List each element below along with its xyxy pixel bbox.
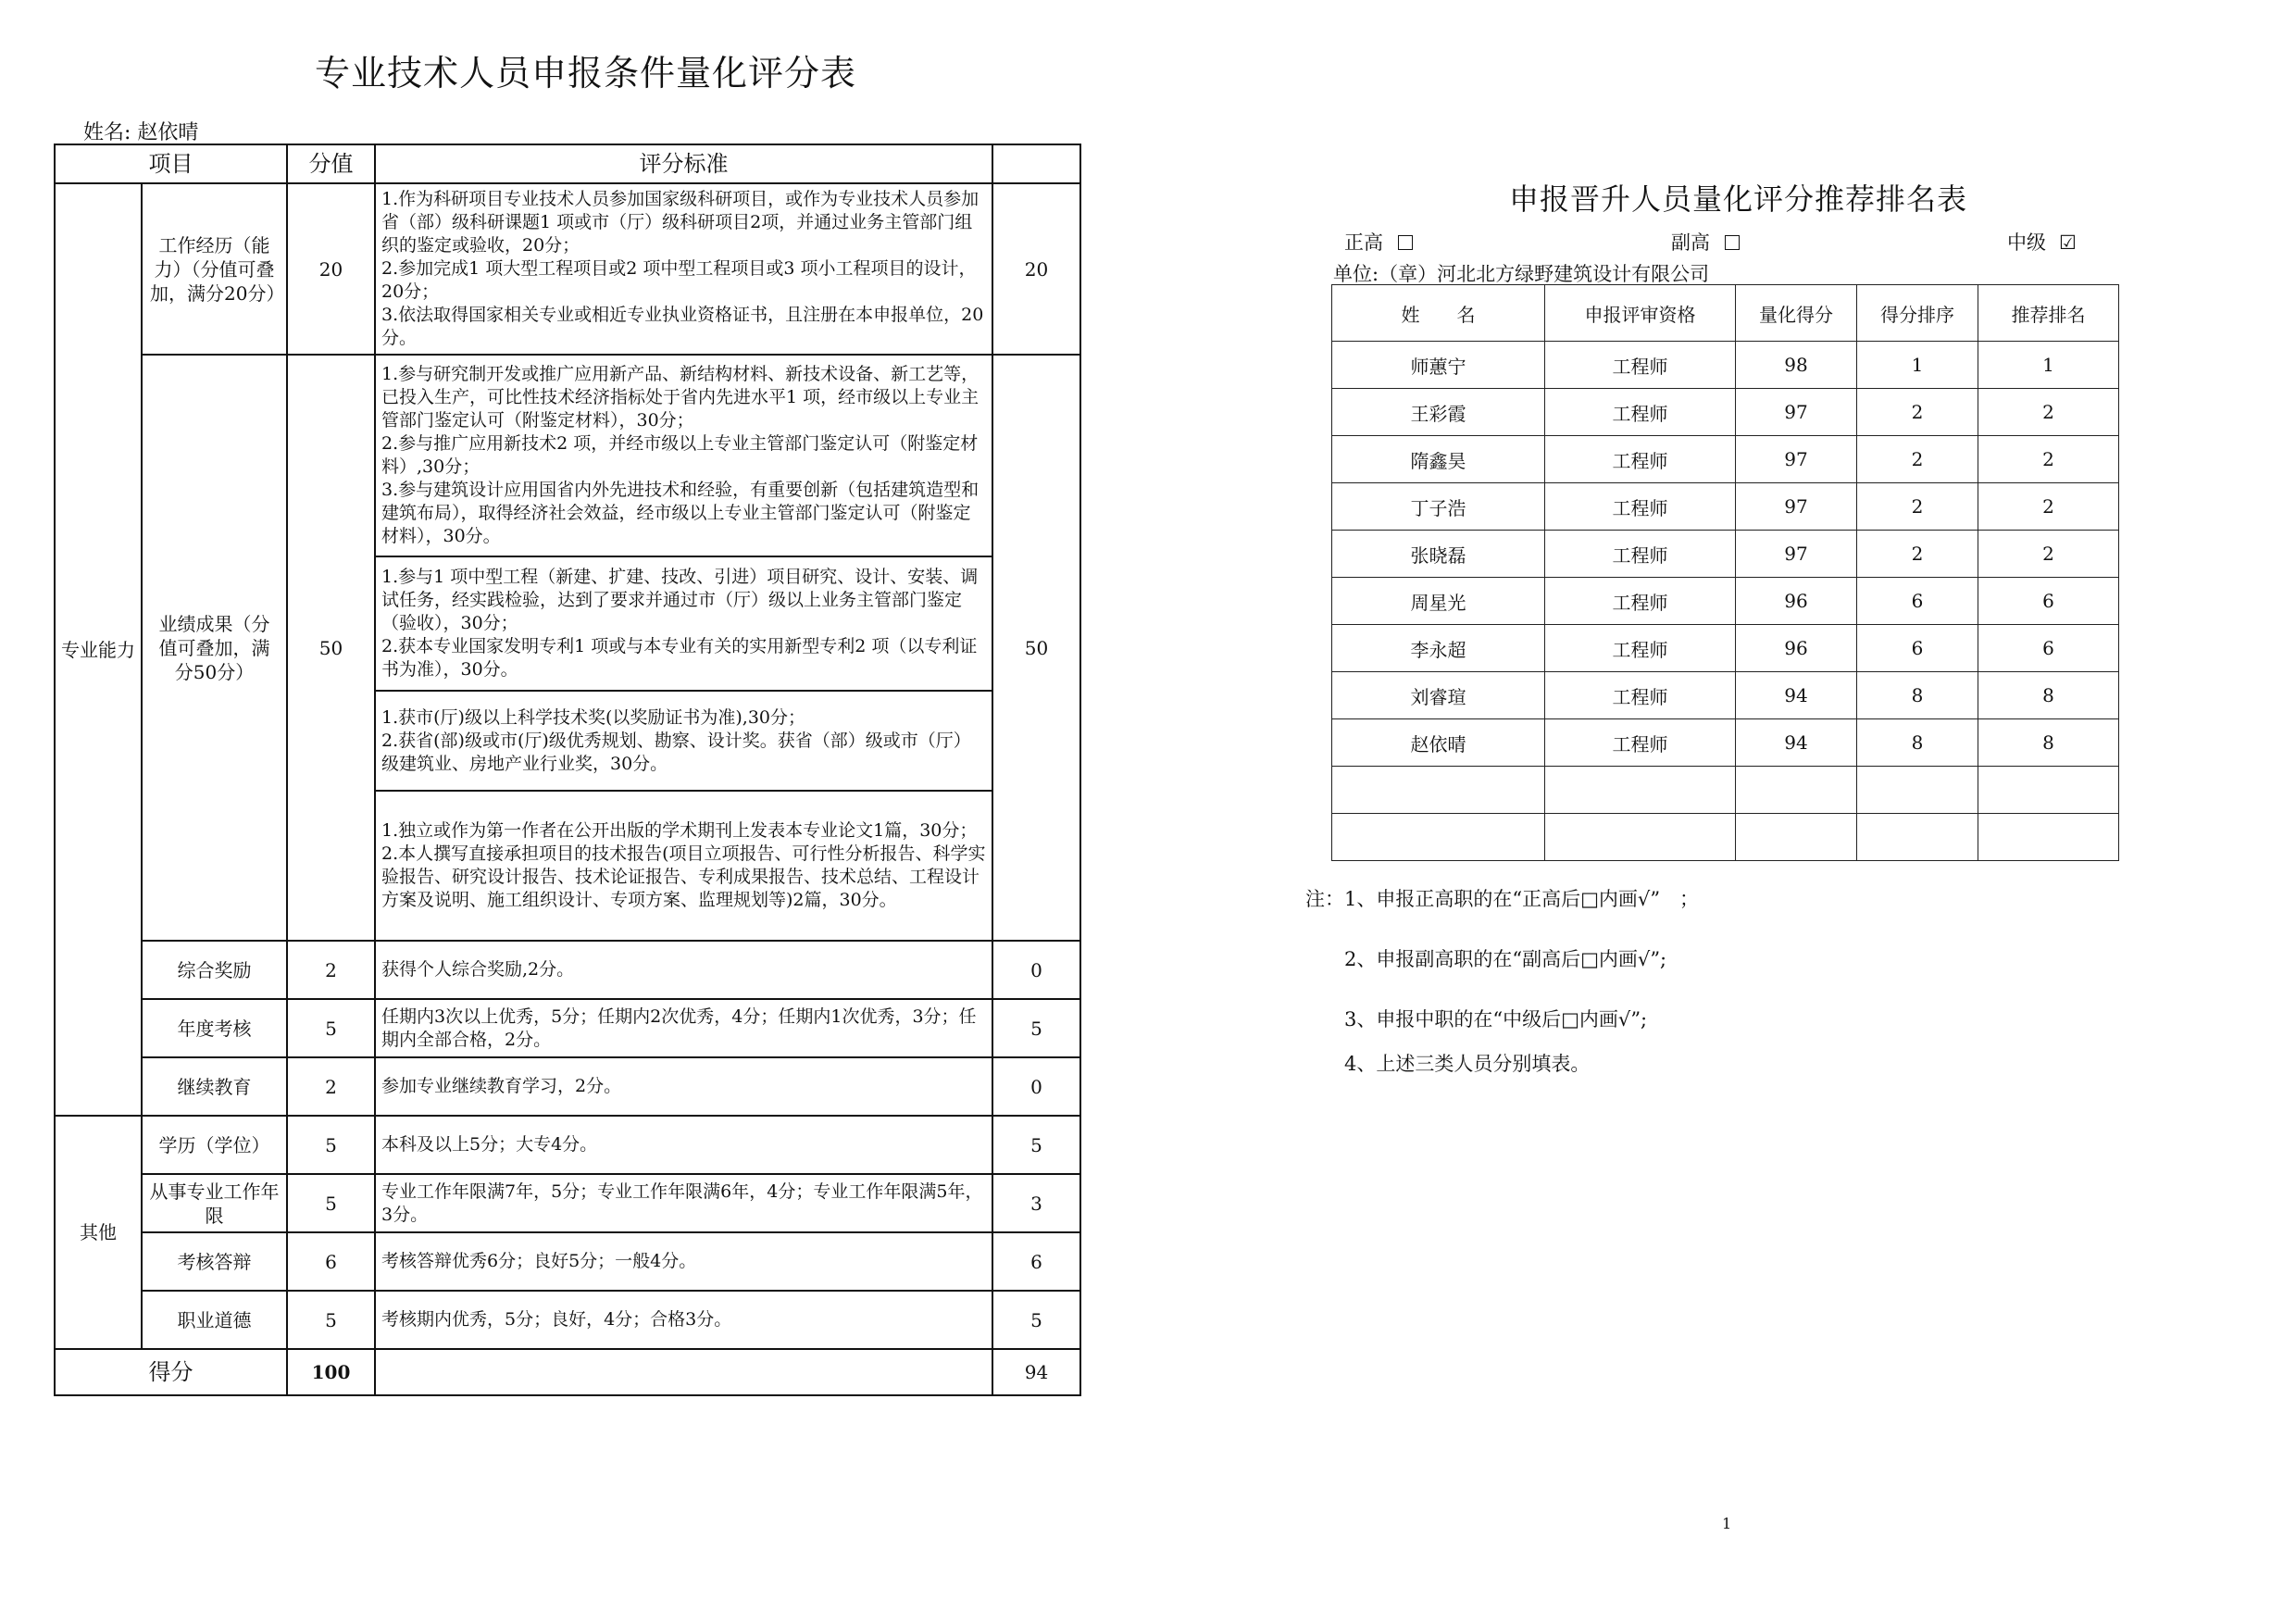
group-other: 其他: [55, 1116, 142, 1349]
ranking-title: 申报晋升人员量化评分推荐排名表: [1509, 181, 1968, 217]
ranking-cell: 8: [1857, 719, 1978, 767]
row-criteria: 参加专业继续教育学习，2分。: [375, 1057, 992, 1116]
table-row: [55, 355, 1080, 556]
ranking-cell: 96: [1736, 578, 1857, 625]
level-label: 正高: [1344, 231, 1383, 254]
note-4: 4、上述三类人员分别填表。: [1344, 1053, 1591, 1075]
ranking-cell: 工程师: [1545, 672, 1736, 719]
ranking-cell: 1: [1857, 342, 1978, 389]
ranking-header-cell: 申报评审资格: [1545, 285, 1736, 342]
row-value: 20: [287, 183, 375, 355]
header-item: 项目: [55, 144, 287, 183]
ranking-row: [1332, 436, 2119, 483]
total-criteria-empty: [375, 1349, 992, 1395]
ranking-cell: [1857, 767, 1978, 814]
ranking-cell: 97: [1736, 389, 1857, 436]
ranking-cell: 周星光: [1332, 578, 1545, 625]
ranking-cell: 工程师: [1545, 483, 1736, 531]
row-value: 50: [287, 355, 375, 941]
ranking-cell: 王彩霞: [1332, 389, 1545, 436]
ranking-cell: 师蕙宁: [1332, 342, 1545, 389]
criteria-line: 2.参加完成1 项大型工程项目或2 项中型工程项目或3 项小工程项目的设计，20分；: [381, 258, 977, 302]
row-score: 5: [992, 1116, 1080, 1174]
ranking-cell: 2: [1857, 436, 1978, 483]
ranking-cell: 2: [1978, 531, 2119, 578]
ranking-cell: 工程师: [1545, 531, 1736, 578]
ranking-row: [1332, 719, 2119, 767]
criteria-line: 1.作为科研项目专业技术人员参加国家级科研项目，或作为专业技术人员参加省（部）级科研课题1 项或市（厅）级科研项目2项，并通过业务主管部门组织的鉴定或验收，20分；: [381, 189, 980, 256]
row-value: 5: [287, 999, 375, 1057]
ranking-cell: 张晓磊: [1332, 531, 1545, 578]
ranking-row: [1332, 767, 2119, 814]
ranking-header-row: [1332, 285, 2119, 342]
level-vice-senior: [1671, 228, 1740, 256]
ranking-cell: 工程师: [1545, 625, 1736, 672]
ranking-row: [1332, 814, 2119, 861]
total-value: 100: [287, 1349, 375, 1395]
page-number: 1: [1722, 1515, 1732, 1532]
ranking-cell: 2: [1857, 483, 1978, 531]
table-row: [55, 1232, 1080, 1291]
table-row: [55, 1291, 1080, 1349]
row-score: 5: [992, 999, 1080, 1057]
row-label: 考核答辩: [142, 1232, 287, 1291]
ranking-cell: 工程师: [1545, 578, 1736, 625]
row-label: 综合奖励: [142, 941, 287, 999]
ranking-cell: [1857, 814, 1978, 861]
row-criteria: 获得个人综合奖励,2分。: [375, 941, 992, 999]
ranking-cell: 2: [1857, 389, 1978, 436]
table-row: [55, 1057, 1080, 1116]
ranking-cell: 丁子浩: [1332, 483, 1545, 531]
criteria-line: 3.参与建筑设计应用国省内外先进技术和经验，有重要创新（包括建筑造型和建筑布局），取得经济社会效益，经市级以上专业主管部门鉴定认可（附鉴定材料），30分。: [381, 480, 980, 546]
ranking-header-cell: 得分排序: [1857, 285, 1978, 342]
level-label: 副高: [1671, 231, 1710, 254]
ranking-cell: 8: [1857, 672, 1978, 719]
checkbox-icon[interactable]: [1398, 235, 1413, 250]
level-label: 中级: [2007, 231, 2046, 254]
ranking-cell: 刘睿瑄: [1332, 672, 1545, 719]
row-value: 6: [287, 1232, 375, 1291]
row-score: 20: [992, 183, 1080, 355]
row-score: 0: [992, 941, 1080, 999]
ranking-cell: 工程师: [1545, 719, 1736, 767]
ranking-row: [1332, 625, 2119, 672]
ranking-cell: 97: [1736, 483, 1857, 531]
ranking-table: [1331, 284, 2119, 861]
row-score: 5: [992, 1291, 1080, 1349]
ranking-header-cell: 姓 名: [1332, 285, 1545, 342]
row-label: 学历（学位）: [142, 1116, 287, 1174]
criteria-line: 2.获本专业国家发明专利1 项或与本专业有关的实用新型专利2 项（以专利证书为准），30分。: [381, 636, 978, 680]
ranking-cell: 2: [1978, 483, 2119, 531]
criteria-line: 1.获市(厅)级以上科学技术奖(以奖励证书为准),30分；: [381, 706, 805, 728]
ranking-cell: 6: [1857, 625, 1978, 672]
score-form-title: 专业技术人员申报条件量化评分表: [315, 53, 857, 94]
ranking-row: [1332, 342, 2119, 389]
row-label: 业绩成果（分值可叠加，满分50分）: [142, 355, 287, 941]
ranking-cell: 工程师: [1545, 342, 1736, 389]
ranking-cell: 94: [1736, 719, 1857, 767]
ranking-cell: [1332, 814, 1545, 861]
table-row: [55, 1116, 1080, 1174]
row-label: 年度考核: [142, 999, 287, 1057]
checkbox-icon[interactable]: [1725, 235, 1740, 250]
criteria-line: 1.独立或作为第一作者在公开出版的学术期刊上发表本专业论文1篇，30分；: [381, 820, 978, 841]
header-score: [992, 144, 1080, 183]
ranking-cell: 隋鑫昊: [1332, 436, 1545, 483]
ranking-cell: [1332, 767, 1545, 814]
ranking-cell: [1736, 767, 1857, 814]
score-table: [54, 144, 1081, 1396]
criteria-line: 2.获省(部)级或市(厅)级优秀规划、勘察、设计奖。获省（部）级或市（厅）级建筑业、房地产业行业奖，30分。: [381, 730, 971, 774]
ranking-header-cell: 量化得分: [1736, 285, 1857, 342]
row-label: 工作经历（能力）（分值可叠加，满分20分）: [142, 183, 287, 355]
criteria-line: 2.参与推广应用新技术2 项，并经市级以上专业主管部门鉴定认可（附鉴定材料）,30分；: [381, 433, 979, 477]
total-score: 94: [992, 1349, 1080, 1395]
table-header-row: [55, 144, 1080, 183]
ranking-cell: 98: [1736, 342, 1857, 389]
total-label: 得分: [55, 1349, 287, 1395]
level-senior: [1344, 228, 1413, 256]
row-value: 5: [287, 1116, 375, 1174]
row-criteria: 任期内3次以上优秀，5分；任期内2次优秀，4分；任期内1次优秀，3分；任期内全部合格，2分。: [375, 999, 992, 1057]
row-criteria: [375, 556, 992, 691]
ranking-row: [1332, 389, 2119, 436]
applicant-name: 姓名: 赵依晴: [83, 121, 199, 144]
table-row: [55, 183, 1080, 355]
row-label: 继续教育: [142, 1057, 287, 1116]
ranking-cell: 2: [1857, 531, 1978, 578]
row-score: 6: [992, 1232, 1080, 1291]
row-label: 职业道德: [142, 1291, 287, 1349]
ranking-header-cell: 推荐排名: [1978, 285, 2119, 342]
row-value: 5: [287, 1291, 375, 1349]
note-2: 2、申报副高职的在“副高后□内画√”;: [1344, 948, 1667, 970]
total-row: [55, 1349, 1080, 1395]
ranking-cell: 2: [1978, 389, 2119, 436]
criteria-line: 1.参与1 项中型工程（新建、扩建、技改、引进）项目研究、设计、安装、调试任务，经实践检验，达到了要求并通过市（厅）级以上业务主管部门鉴定（验收），30分；: [381, 567, 979, 633]
criteria-line: 2.本人撰写直接承担项目的技术报告(项目立项报告、可行性分析报告、科学实验报告、研究设计报告、技术论证报告、专利成果报告、技术总结、工程设计方案及说明、施工组织设计、专项方案、监理规划等)2篇，30分。: [381, 843, 986, 910]
checked-box-icon[interactable]: ☑: [2059, 231, 2077, 254]
row-criteria: [375, 791, 992, 941]
header-standard: 评分标准: [375, 144, 992, 183]
criteria-line: 1.参与研究制开发或推广应用新产品、新结构材料、新技术设备、新工艺等，已投入生产，可比性技术经济指标处于省内先进水平1 项，经市级以上专业主管部门鉴定认可（附鉴定材料），30分；: [381, 364, 980, 431]
ranking-cell: [1545, 767, 1736, 814]
ranking-cell: 8: [1978, 672, 2119, 719]
table-row: [55, 941, 1080, 999]
ranking-cell: [1736, 814, 1857, 861]
row-value: 2: [287, 941, 375, 999]
ranking-cell: 赵依晴: [1332, 719, 1545, 767]
ranking-cell: 97: [1736, 531, 1857, 578]
row-score: 3: [992, 1174, 1080, 1232]
row-criteria: 专业工作年限满7年，5分；专业工作年限满6年，4分；专业工作年限满5年，3分。: [375, 1174, 992, 1232]
row-value: 2: [287, 1057, 375, 1116]
ranking-cell: 工程师: [1545, 389, 1736, 436]
ranking-cell: 6: [1978, 578, 2119, 625]
level-intermediate: [2007, 228, 2077, 256]
group-professional: 专业能力: [55, 183, 142, 1116]
ranking-cell: 工程师: [1545, 436, 1736, 483]
ranking-cell: 李永超: [1332, 625, 1545, 672]
criteria-line: 3.依法取得国家相关专业或相近专业执业资格证书，且注册在本申报单位，20分。: [381, 305, 984, 348]
ranking-cell: 96: [1736, 625, 1857, 672]
ranking-cell: 6: [1857, 578, 1978, 625]
row-criteria: 考核答辩优秀6分；良好5分；一般4分。: [375, 1232, 992, 1291]
ranking-cell: 8: [1978, 719, 2119, 767]
note-1: 注：1、申报正高职的在“正高后□内画√” ；: [1305, 888, 1700, 910]
ranking-cell: 97: [1736, 436, 1857, 483]
ranking-cell: [1978, 767, 2119, 814]
row-criteria: 考核期内优秀，5分；良好，4分；合格3分。: [375, 1291, 992, 1349]
table-row: [55, 999, 1080, 1057]
ranking-row: [1332, 531, 2119, 578]
unit-line: 单位:（章）河北北方绿野建筑设计有限公司: [1333, 263, 1710, 285]
row-criteria: 本科及以上5分；大专4分。: [375, 1116, 992, 1174]
row-label: 从事专业工作年限: [142, 1174, 287, 1232]
row-score: 50: [992, 355, 1080, 941]
ranking-cell: [1978, 814, 2119, 861]
ranking-cell: 2: [1978, 436, 2119, 483]
ranking-cell: [1545, 814, 1736, 861]
ranking-cell: 1: [1978, 342, 2119, 389]
row-score: 0: [992, 1057, 1080, 1116]
ranking-cell: 94: [1736, 672, 1857, 719]
row-value: 5: [287, 1174, 375, 1232]
row-criteria: [375, 355, 992, 556]
row-criteria: [375, 183, 992, 355]
ranking-row: [1332, 578, 2119, 625]
ranking-cell: 6: [1978, 625, 2119, 672]
table-row: [55, 1174, 1080, 1232]
ranking-row: [1332, 483, 2119, 531]
ranking-row: [1332, 672, 2119, 719]
note-3: 3、申报中职的在“中级后□内画√”;: [1344, 1008, 1648, 1031]
header-value: 分值: [287, 144, 375, 183]
row-criteria: [375, 691, 992, 791]
